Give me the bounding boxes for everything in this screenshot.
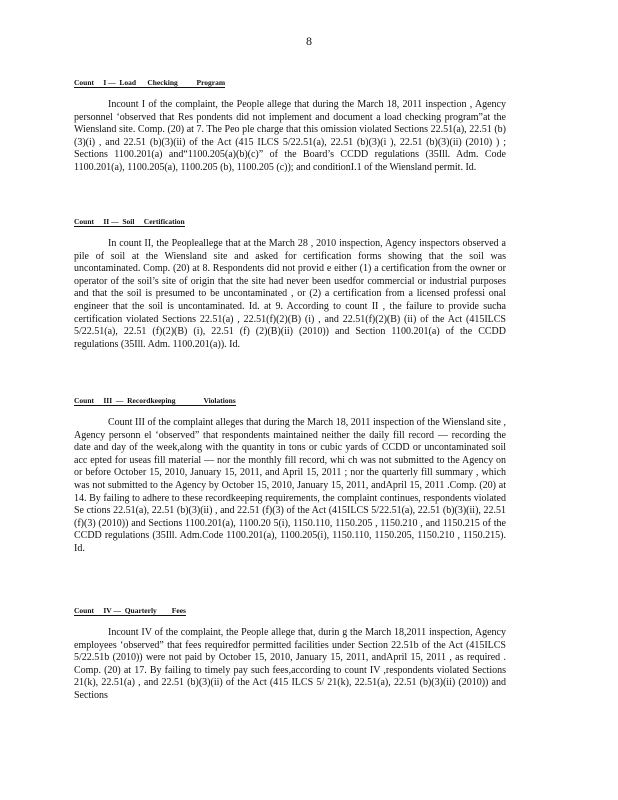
count-2-paragraph	[74, 238, 506, 351]
count-4-text: Incount IV of the complaint, the People allege that, durin g the March 18,2011 inspection, Agency employees ‘observed” that fees requiredfor permitted facilities under Section 22.51b of the Act (415ILCS 5/22.51b (2010)) were not paid by October 15, 2010, January 15, 2011, andApril 15, 2011 , as required . Comp. (20) at 17. By failing to timely pay such fees,according to count IV ,respondents violated Sections 21(k), 22.51(a) , and 22.51 (b)(3)(ii) of the Act (415 ILCS 5/ 21(k), 22.51(a), 22.51 (b)(3)(ii) (2010)) and Sections	[74, 627, 506, 701]
count-1-text: Incount I of the complaint, the People allege that during the March 18, 2011 inspection , Agency personnel ‘observed that Res pondents did not implement and document a load checking program”at the Wiensland site. Comp. (20) at 7. The Peo ple charge that this omission violated Sections 22.51(a), 22.51 (b)(3)(i) , and 22.51 (b)(3)(ii) of the Act (415 ILCS 5/22.51(a), 22.51 (b)(3)(i ), 22.51 (b)(3)(ii) (2010) ) ; Sections 1100.201(a) and“1100.205(a)(b)(c)” of the Board’s CCDD regulations (35Ill. Adm. Code 1100.201(a), 1100.205(a), 1100.205 (b), 1100.205 (c)); and conditionI.1 of the Wiensland permit. Id.	[74, 99, 506, 173]
count-1-paragraph	[74, 99, 506, 175]
count-4-heading: Count IV — Quarterly Fees	[74, 606, 186, 615]
count-3-paragraph	[74, 417, 506, 556]
count-2-text: In count II, the Peopleallege that at the March 28 , 2010 inspection, Agency inspectors observed a pile of soil at the Wiensland site and asked for certification forms showing that the soil was uncontaminated. Comp. (20) at 8. Respondents did not provid e either (1) a certification from the owner or operator of the soil’s site of origin that the site had never been usedfor commercial or industrial purposes and that the soil is presumed to be uncontaminated , or (2) a certification from a licensed professi onal engineer that the soil is uncontaminated. Id. at 9. According to count II , the failure to provide sucha certification violated Sections 22.51(a) , 22.51(f)(2)(B) (i) , and 22.51(f)(2)(B) (ii) of the Act (415ILCS 5/22.51(a), 22.51 (f)(2)(B) (i), 22.51 (f) (2)(B)(ii) (2010)) and Section 1100.201(a) of the CCDD regulations (35Ill. Adm. 1100.201(a)). Id.	[74, 238, 506, 350]
count-3-heading: Count III — Recordkeeping Violations	[74, 396, 236, 405]
count-3-text: Count III of the complaint alleges that during the March 18, 2011 inspection of the Wiensland site , Agency personn el ‘observed” that respondents maintained neither the daily fill record — recording the date and day of the week,along with the quantity in tons or cubic yards of CCDD or uncontaminated soil acc epted for useas fill material — nor the monthly fill record, whi ch was not submitted to the Agency on or before October 15, 2010, January 15, 2011, and April 15, 2011 ; nor the quarterly fill summary , which was not submitted to the Agency by October 15, 2010, January 15, 2011, andApril 15, 2011 .Comp. (20) at 14. By failing to adhere to these recordkeeping requirements, the complaint continues, respondents violated Se ctions 22.51(a), 22.51 (b)(3)(ii) , and 22.51 (f)(3) of the Act (415ILCS 5/22.51(a), 22.51 (b)(3)(ii), 22.51 (f)(3) (2010)) and Sections 1100.201(a), 1100.20 5(i), 1150.110, 1150.205 , 1150.210 , and 1150.215 of the CCDD regulations (35Ill. Adm.Code 1100.201(a), 1100.205(i), 1150.110, 1150.205, 1150.210 , 1150.215). Id.	[74, 417, 506, 554]
count-4-paragraph	[74, 627, 506, 703]
page-number: 8	[306, 34, 312, 48]
count-2-heading: Count II — Soil Certification	[74, 217, 185, 226]
count-1-heading: Count I — Load Checking Program	[74, 78, 226, 87]
